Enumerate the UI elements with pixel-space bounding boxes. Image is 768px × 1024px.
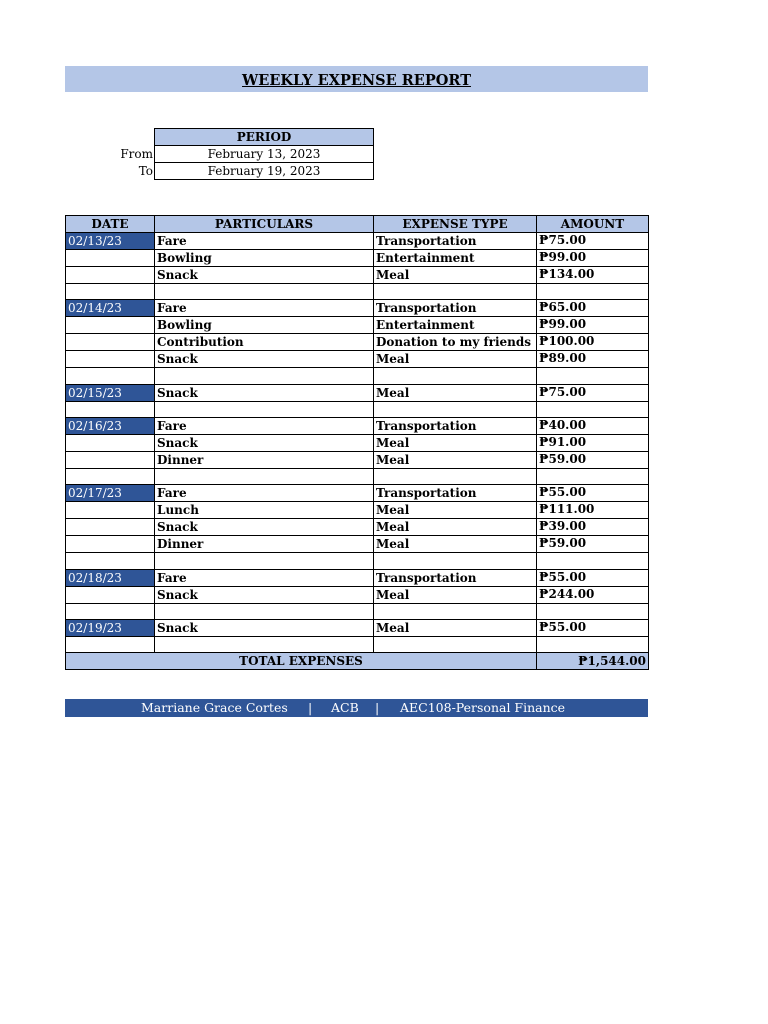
expense-type-cell: Meal bbox=[374, 586, 537, 603]
particulars-cell: Bowling bbox=[155, 317, 374, 334]
footer-course: AEC108-Personal Finance bbox=[400, 700, 566, 715]
date-cell bbox=[66, 334, 155, 351]
date-cell: 02/14/23 bbox=[66, 300, 155, 317]
footer-section: ACB bbox=[331, 700, 359, 715]
table-row bbox=[66, 536, 649, 553]
particulars-cell: Fare bbox=[155, 418, 374, 435]
expense-type-cell: Meal bbox=[374, 351, 537, 368]
table-row bbox=[66, 586, 649, 603]
amount-cell: ₱111.00 bbox=[537, 502, 649, 519]
particulars-cell: Contribution bbox=[155, 334, 374, 351]
particulars-cell bbox=[155, 284, 374, 300]
amount-cell bbox=[537, 469, 649, 485]
date-cell: 02/13/23 bbox=[66, 233, 155, 250]
amount-cell bbox=[537, 368, 649, 384]
table-row bbox=[66, 519, 649, 536]
date-cell bbox=[66, 637, 155, 653]
particulars-cell: Lunch bbox=[155, 502, 374, 519]
total-row bbox=[66, 653, 649, 670]
period-to-label: To bbox=[138, 164, 153, 178]
footer-separator: | bbox=[308, 700, 313, 715]
header-date: DATE bbox=[66, 216, 155, 233]
date-cell bbox=[66, 519, 155, 536]
amount-cell: ₱75.00 bbox=[537, 233, 649, 250]
particulars-cell: Bowling bbox=[155, 250, 374, 267]
expense-type-cell: Meal bbox=[374, 452, 537, 469]
particulars-cell bbox=[155, 603, 374, 619]
amount-cell: ₱59.00 bbox=[537, 452, 649, 469]
table-row bbox=[66, 267, 649, 284]
expense-type-cell bbox=[374, 469, 537, 485]
amount-cell: ₱59.00 bbox=[537, 536, 649, 553]
footer-separator: | bbox=[375, 700, 380, 715]
date-cell: 02/16/23 bbox=[66, 418, 155, 435]
header-amount: AMOUNT bbox=[537, 216, 649, 233]
amount-cell: ₱99.00 bbox=[537, 250, 649, 267]
date-cell: 02/15/23 bbox=[66, 384, 155, 401]
table-row bbox=[66, 435, 649, 452]
date-cell bbox=[66, 435, 155, 452]
amount-cell: ₱55.00 bbox=[537, 620, 649, 637]
table-row bbox=[66, 485, 649, 502]
amount-cell bbox=[537, 603, 649, 619]
total-label: TOTAL EXPENSES bbox=[66, 653, 537, 670]
expense-type-cell: Transportation bbox=[374, 418, 537, 435]
expense-type-cell bbox=[374, 637, 537, 653]
period-from-value: February 13, 2023 bbox=[155, 146, 374, 163]
amount-cell bbox=[537, 284, 649, 300]
expense-type-cell: Entertainment bbox=[374, 317, 537, 334]
expense-type-cell: Meal bbox=[374, 620, 537, 637]
expense-type-cell: Meal bbox=[374, 384, 537, 401]
table-row bbox=[66, 452, 649, 469]
amount-cell: ₱100.00 bbox=[537, 334, 649, 351]
table-row bbox=[66, 368, 649, 384]
amount-cell: ₱244.00 bbox=[537, 586, 649, 603]
particulars-cell: Snack bbox=[155, 586, 374, 603]
particulars-cell: Snack bbox=[155, 267, 374, 284]
particulars-cell: Snack bbox=[155, 519, 374, 536]
amount-cell: ₱134.00 bbox=[537, 267, 649, 284]
period-to-value: February 19, 2023 bbox=[155, 163, 374, 180]
particulars-cell: Fare bbox=[155, 485, 374, 502]
expense-body bbox=[66, 233, 649, 653]
table-row bbox=[66, 351, 649, 368]
expense-type-cell: Meal bbox=[374, 435, 537, 452]
amount-cell: ₱55.00 bbox=[537, 485, 649, 502]
date-cell bbox=[66, 586, 155, 603]
period-from-row bbox=[95, 146, 374, 163]
period-header: PERIOD bbox=[155, 129, 374, 146]
expense-type-cell: Donation to my friends bbox=[374, 334, 537, 351]
expense-type-cell: Meal bbox=[374, 536, 537, 553]
expense-type-cell: Meal bbox=[374, 519, 537, 536]
particulars-cell bbox=[155, 637, 374, 653]
period-spacer bbox=[95, 129, 155, 146]
table-row bbox=[66, 401, 649, 417]
expense-type-cell: Transportation bbox=[374, 233, 537, 250]
amount-cell bbox=[537, 553, 649, 569]
table-row bbox=[66, 603, 649, 619]
expense-header-row bbox=[66, 216, 649, 233]
amount-cell: ₱89.00 bbox=[537, 351, 649, 368]
expense-type-cell bbox=[374, 401, 537, 417]
amount-cell: ₱40.00 bbox=[537, 418, 649, 435]
date-cell bbox=[66, 267, 155, 284]
date-cell bbox=[66, 553, 155, 569]
particulars-cell: Dinner bbox=[155, 536, 374, 553]
table-row bbox=[66, 569, 649, 586]
date-cell bbox=[66, 603, 155, 619]
particulars-cell: Snack bbox=[155, 384, 374, 401]
footer-name: Marriane Grace Cortes bbox=[141, 700, 288, 715]
expense-type-cell bbox=[374, 284, 537, 300]
expense-type-cell: Transportation bbox=[374, 485, 537, 502]
expense-type-cell bbox=[374, 553, 537, 569]
table-row bbox=[66, 300, 649, 317]
amount-cell: ₱91.00 bbox=[537, 435, 649, 452]
particulars-cell: Snack bbox=[155, 435, 374, 452]
particulars-cell bbox=[155, 553, 374, 569]
expense-type-cell: Transportation bbox=[374, 569, 537, 586]
table-row bbox=[66, 553, 649, 569]
date-cell bbox=[66, 368, 155, 384]
expense-type-cell: Transportation bbox=[374, 300, 537, 317]
amount-cell bbox=[537, 637, 649, 653]
expense-type-cell: Meal bbox=[374, 502, 537, 519]
table-row bbox=[66, 334, 649, 351]
table-row bbox=[66, 418, 649, 435]
date-cell bbox=[66, 469, 155, 485]
table-row bbox=[66, 250, 649, 267]
expense-type-cell bbox=[374, 368, 537, 384]
particulars-cell: Snack bbox=[155, 351, 374, 368]
expense-table bbox=[65, 215, 649, 670]
date-cell bbox=[66, 250, 155, 267]
date-cell bbox=[66, 401, 155, 417]
amount-cell: ₱65.00 bbox=[537, 300, 649, 317]
particulars-cell: Fare bbox=[155, 233, 374, 250]
period-header-row bbox=[95, 129, 374, 146]
date-cell bbox=[66, 317, 155, 334]
particulars-cell: Dinner bbox=[155, 452, 374, 469]
amount-cell: ₱55.00 bbox=[537, 569, 649, 586]
footer-bar bbox=[65, 699, 648, 717]
date-cell bbox=[66, 536, 155, 553]
date-cell: 02/17/23 bbox=[66, 485, 155, 502]
expense-type-cell: Meal bbox=[374, 267, 537, 284]
amount-cell: ₱75.00 bbox=[537, 384, 649, 401]
table-row bbox=[66, 469, 649, 485]
amount-cell bbox=[537, 401, 649, 417]
header-expense-type: EXPENSE TYPE bbox=[374, 216, 537, 233]
expense-type-cell bbox=[374, 603, 537, 619]
particulars-cell bbox=[155, 401, 374, 417]
table-row bbox=[66, 637, 649, 653]
particulars-cell bbox=[155, 469, 374, 485]
date-cell bbox=[66, 452, 155, 469]
date-cell bbox=[66, 502, 155, 519]
table-row bbox=[66, 233, 649, 250]
table-row bbox=[66, 620, 649, 637]
particulars-cell bbox=[155, 368, 374, 384]
report-title: WEEKLY EXPENSE REPORT bbox=[242, 72, 471, 89]
particulars-cell: Fare bbox=[155, 569, 374, 586]
date-cell bbox=[66, 284, 155, 300]
table-row bbox=[66, 284, 649, 300]
amount-cell: ₱39.00 bbox=[537, 519, 649, 536]
date-cell: 02/18/23 bbox=[66, 569, 155, 586]
date-cell: 02/19/23 bbox=[66, 620, 155, 637]
report-title-bar bbox=[65, 66, 648, 92]
period-table bbox=[95, 128, 374, 180]
period-to-row bbox=[95, 163, 374, 180]
period-from-label: From bbox=[120, 147, 153, 161]
date-cell bbox=[66, 351, 155, 368]
expense-type-cell: Entertainment bbox=[374, 250, 537, 267]
particulars-cell: Snack bbox=[155, 620, 374, 637]
table-row bbox=[66, 317, 649, 334]
header-particulars: PARTICULARS bbox=[155, 216, 374, 233]
particulars-cell: Fare bbox=[155, 300, 374, 317]
total-amount: ₱1,544.00 bbox=[537, 653, 649, 670]
table-row bbox=[66, 502, 649, 519]
table-row bbox=[66, 384, 649, 401]
amount-cell: ₱99.00 bbox=[537, 317, 649, 334]
